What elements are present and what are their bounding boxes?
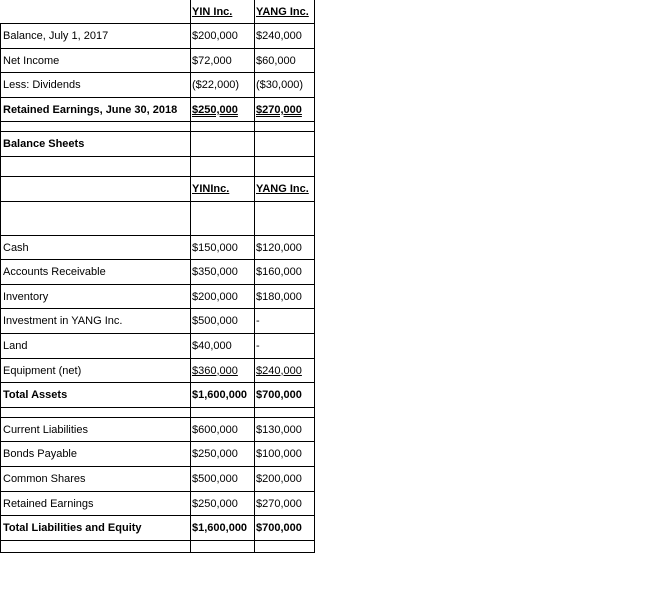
row-label[interactable]: Investment in YANG Inc. [0, 309, 191, 334]
empty-cell[interactable] [254, 408, 315, 418]
yang-value[interactable]: $130,000 [254, 418, 315, 443]
table-row [0, 309, 315, 334]
empty-cell[interactable] [0, 541, 191, 553]
row-label[interactable]: Land [0, 334, 191, 359]
statement-header-row [0, 0, 315, 24]
yang-value[interactable]: - [254, 309, 315, 334]
yin-value[interactable]: $250,000 [190, 492, 255, 517]
empty-cell[interactable] [0, 202, 191, 236]
empty-cell[interactable] [254, 122, 315, 132]
yang-value[interactable]: $120,000 [254, 236, 315, 261]
empty-cell[interactable] [254, 157, 315, 177]
total-row [0, 516, 315, 541]
empty-cell[interactable] [190, 132, 255, 157]
empty-cell[interactable] [190, 541, 255, 553]
empty-cell[interactable] [254, 132, 315, 157]
table-row [0, 73, 315, 98]
row-label[interactable]: Total Liabilities and Equity [0, 516, 191, 541]
yang-value[interactable]: $100,000 [254, 442, 315, 467]
yin-value[interactable]: $500,000 [190, 467, 255, 492]
header-yin-cell[interactable]: YIN Inc. [190, 0, 255, 24]
yang-value[interactable]: - [254, 334, 315, 359]
yang-value[interactable]: $270,000 [254, 98, 315, 123]
balance-sheets-title[interactable]: Balance Sheets [0, 132, 191, 157]
yin-value[interactable]: $1,600,000 [190, 516, 255, 541]
row-label[interactable]: Total Assets [0, 383, 191, 408]
header-yin-cell[interactable]: YINInc. [190, 177, 255, 202]
empty-cell[interactable] [190, 157, 255, 177]
empty-cell[interactable] [0, 157, 191, 177]
empty-cell[interactable] [254, 202, 315, 236]
table-row [0, 467, 315, 492]
empty-cell[interactable] [190, 122, 255, 132]
table-row [0, 132, 315, 157]
yin-value[interactable]: ($22,000) [190, 73, 255, 98]
yin-value[interactable]: $72,000 [190, 49, 255, 74]
yin-value[interactable]: $600,000 [190, 418, 255, 443]
yang-value[interactable]: $160,000 [254, 260, 315, 285]
table-row [0, 359, 315, 384]
yin-value[interactable]: $250,000 [190, 442, 255, 467]
yang-value[interactable]: $180,000 [254, 285, 315, 310]
yang-value[interactable]: $240,000 [254, 359, 315, 384]
row-label[interactable]: Common Shares [0, 467, 191, 492]
yang-value[interactable]: $700,000 [254, 516, 315, 541]
total-row [0, 383, 315, 408]
yin-value[interactable]: $150,000 [190, 236, 255, 261]
row-label[interactable]: Accounts Receivable [0, 260, 191, 285]
table-row [0, 260, 315, 285]
yin-value[interactable]: $360,000 [190, 359, 255, 384]
empty-cell[interactable] [190, 202, 255, 236]
row-label[interactable]: Equipment (net) [0, 359, 191, 384]
yin-value[interactable]: $200,000 [190, 285, 255, 310]
yang-value[interactable]: $700,000 [254, 383, 315, 408]
yin-value[interactable]: $500,000 [190, 309, 255, 334]
row-label[interactable]: Cash [0, 236, 191, 261]
row-label[interactable]: Retained Earnings [0, 492, 191, 517]
spacer-row [0, 541, 315, 553]
header-yang-cell[interactable]: YANG Inc. [254, 0, 315, 24]
table-row [0, 492, 315, 517]
table-row [0, 98, 315, 123]
row-label[interactable]: Less: Dividends [0, 73, 191, 98]
yang-value[interactable]: $240,000 [254, 24, 315, 49]
header-yang-cell[interactable]: YANG Inc. [254, 177, 315, 202]
table-row [0, 418, 315, 443]
yang-value[interactable]: $200,000 [254, 467, 315, 492]
yang-value[interactable]: ($30,000) [254, 73, 315, 98]
empty-cell[interactable] [254, 541, 315, 553]
row-label[interactable]: Current Liabilities [0, 418, 191, 443]
spacer-row [0, 408, 315, 418]
row-label[interactable]: Balance, July 1, 2017 [0, 24, 191, 49]
table-row [0, 285, 315, 310]
row-label[interactable]: Retained Earnings, June 30, 2018 [0, 98, 191, 123]
spacer-row [0, 157, 315, 177]
empty-cell[interactable] [0, 177, 191, 202]
table-row [0, 24, 315, 49]
table-row [0, 236, 315, 261]
empty-cell[interactable] [190, 408, 255, 418]
row-label[interactable]: Bonds Payable [0, 442, 191, 467]
spacer-row [0, 122, 315, 132]
yin-value[interactable]: $40,000 [190, 334, 255, 359]
yin-value[interactable]: $1,600,000 [190, 383, 255, 408]
empty-cell[interactable] [0, 408, 191, 418]
spacer-row [0, 202, 315, 236]
yang-value[interactable]: $270,000 [254, 492, 315, 517]
yin-value[interactable]: $350,000 [190, 260, 255, 285]
table-row [0, 334, 315, 359]
yin-value[interactable]: $200,000 [190, 24, 255, 49]
row-label[interactable]: Inventory [0, 285, 191, 310]
yin-value[interactable]: $250,000 [190, 98, 255, 123]
yang-value[interactable]: $60,000 [254, 49, 315, 74]
row-label[interactable]: Net Income [0, 49, 191, 74]
header-empty-cell[interactable] [0, 0, 191, 24]
table-row [0, 442, 315, 467]
empty-cell[interactable] [0, 122, 191, 132]
table-row [0, 49, 315, 74]
financial-spreadsheet [0, 0, 315, 553]
balance-header-row [0, 177, 315, 202]
